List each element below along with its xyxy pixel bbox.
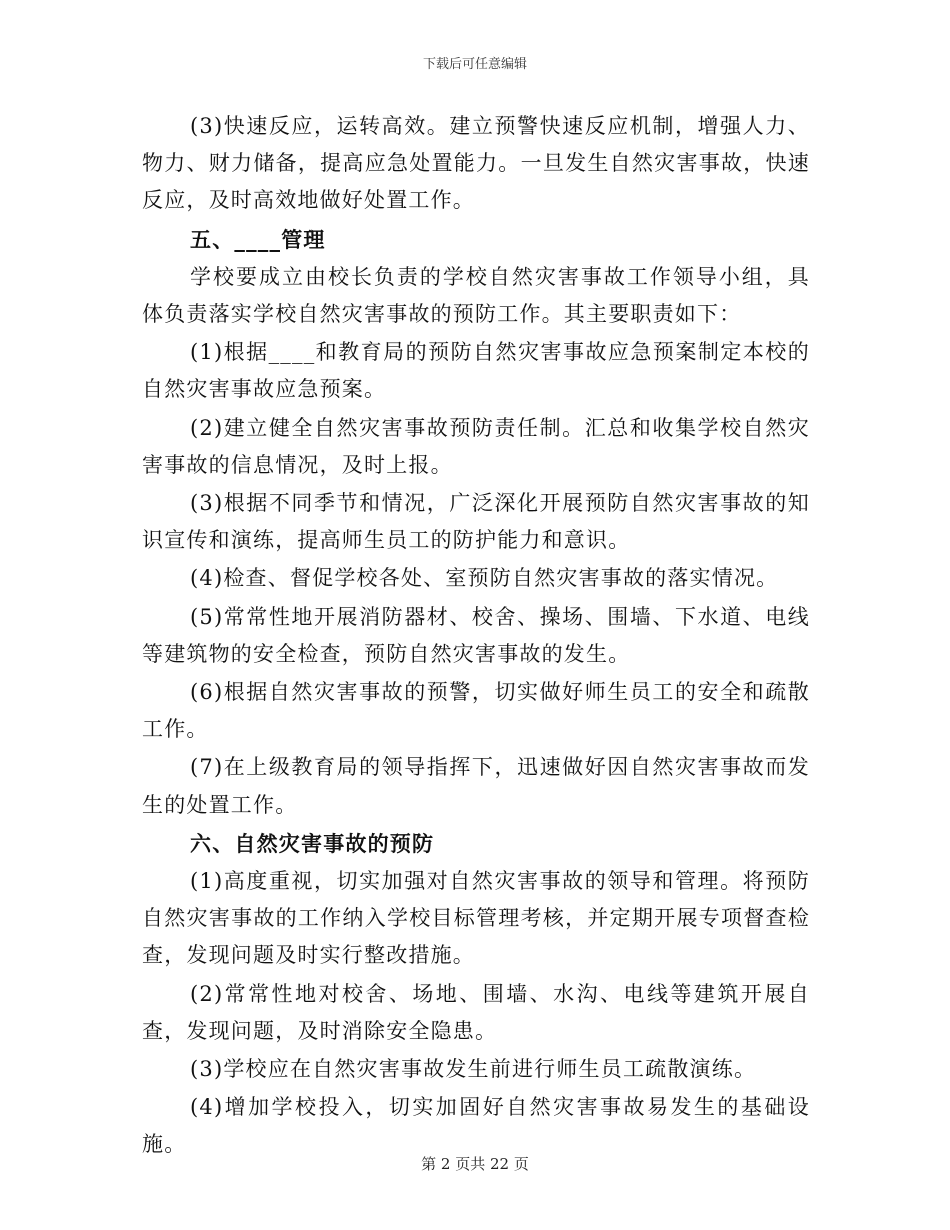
page-header: 下载后可任意编辑 — [422, 57, 527, 72]
page-number-footer: 第 2 页共 22 页 — [421, 1155, 529, 1173]
paragraph-duty-4: (4)检查、督促学校各处、室预防自然灾害事故的落实情况。 — [190, 566, 779, 591]
paragraph-duty-7: (7)在上级教育局的领导指挥下，迅速做好因自然灾害事故而发生的处置工作。 — [142, 755, 810, 817]
paragraph-leadership-group: 学校要成立由校长负责的学校自然灾害事故工作领导小组，具体负责落实学校自然灾害事故的预防工作。其主要职责如下： — [142, 264, 810, 327]
paragraph-rapid-response: (3)快速反应，运转高效。建立预警快速反应机制，增强人力、物力、财力储备，提高应急处置能力。一旦发生自然灾害事故，快速反应，及时高效地做好处置工作。 — [142, 114, 810, 213]
section-heading-prevention: 六、自然灾害事故的预防 — [190, 830, 435, 856]
document-body — [142, 108, 810, 1165]
paragraph-duty-1: (1)根据____和教育局的预防自然灾害事故应急预案制定本校的自然灾害事故应急预案。 — [142, 340, 810, 402]
paragraph-prevention-2: (2)常常性地对校舍、场地、围墙、水沟、电线等建筑开展自查，发现问题，及时消除安全隐患。 — [142, 981, 810, 1043]
paragraph-prevention-1: (1)高度重视，切实加强对自然灾害事故的领导和管理。将预防自然灾害事故的工作纳入学校目标管理考核，并定期开展专项督查检查，发现问题及时实行整改措施。 — [142, 869, 810, 968]
paragraph-prevention-3: (3)学校应在自然灾害事故发生前进行师生员工疏散演练。 — [190, 1057, 757, 1082]
paragraph-duty-3: (3)根据不同季节和情况，广泛深化开展预防自然灾害事故的知识宣传和演练，提高师生员工的防护能力和意识。 — [142, 491, 810, 553]
paragraph-duty-6: (6)根据自然灾害事故的预警，切实做好师生员工的安全和疏散工作。 — [142, 680, 810, 742]
paragraph-prevention-4: (4)增加学校投入，切实加固好自然灾害事故易发生的基础设施。 — [142, 1095, 810, 1157]
paragraph-duty-5: (5)常常性地开展消防器材、校舍、操场、围墙、下水道、电线等建筑物的安全检查，预防自然灾害事故的发生。 — [142, 604, 810, 666]
section-heading-management: 五、____管理 — [190, 226, 326, 252]
paragraph-duty-2: (2)建立健全自然灾害事故预防责任制。汇总和收集学校自然灾害事故的信息情况，及时上报。 — [142, 415, 810, 477]
